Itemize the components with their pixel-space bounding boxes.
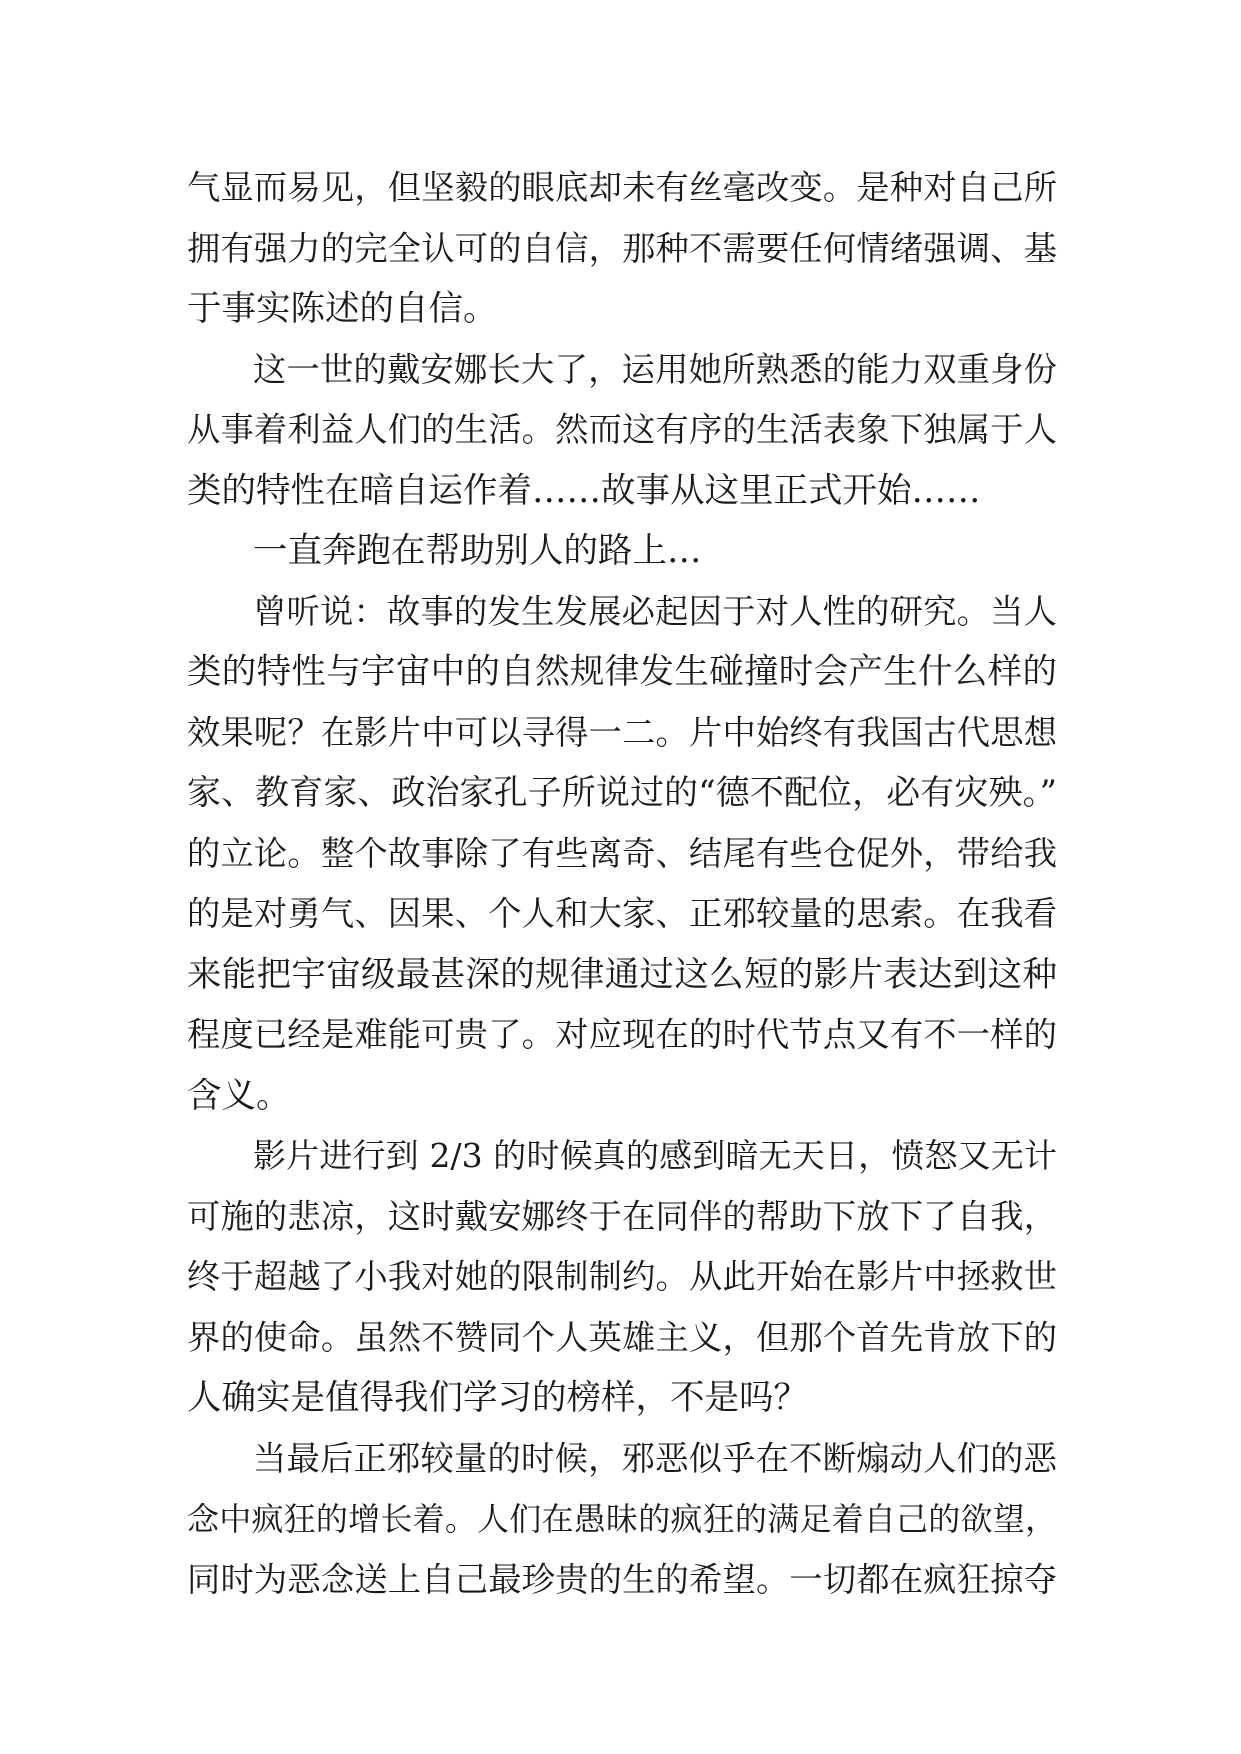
- text-line: 念中疯狂的增长着。人们在愚昧的疯狂的满足着自己的欲望，: [187, 1500, 1057, 1538]
- text-line: 同时为恶念送上自己最珍贵的生的希望。一切都在疯狂掠夺: [187, 1559, 1057, 1599]
- document-body: [187, 158, 1057, 1610]
- text-line: 这一世的戴安娜长大了，运用她所熟悉的能力双重身份: [253, 349, 1057, 389]
- text-line: 家、教育家、政治家孔子所说过的“德不配位，必有灾殃。”: [187, 773, 1057, 812]
- text-line: 含义。: [187, 1075, 291, 1116]
- text-line: 从事着利益人们的生活。然而这有序的生活表象下独属于人: [187, 410, 1057, 449]
- text-line: 界的使命。虽然不赞同个人英雄主义，但那个首先肯放下的: [187, 1317, 1057, 1357]
- text-line: 终于超越了小我对她的限制制约。从此开始在影片中拯救世: [187, 1257, 1057, 1296]
- text-line: 的是对勇气、因果、个人和大家、正邪较量的思索。在我看: [187, 894, 1057, 933]
- text-line: 的立论。整个故事除了有些离奇、结尾有些仓促外，带给我: [187, 833, 1057, 873]
- text-line: 气显而易见，但坚毅的眼底却未有丝毫改变。是种对自己所: [187, 168, 1057, 207]
- text-line: 拥有强力的完全认可的自信，那种不需要任何情绪强调、基: [187, 228, 1057, 268]
- text-line: 可施的悲凉，这时戴安娜终于在同伴的帮助下放下了自我，: [187, 1196, 1057, 1236]
- text-line: 于事实陈述的自信。: [187, 289, 498, 329]
- text-line: 类的特性与宇宙中的自然规律发生碰撞时会产生什么样的: [187, 652, 1057, 692]
- text-line: 一直奔跑在帮助别人的路上…: [253, 531, 702, 571]
- text-line: 类的特性在暗自运作着……故事从这里正式开始……: [187, 470, 981, 511]
- text-line: 曾听说：故事的发生发展必起因于对人性的研究。当人: [253, 591, 1057, 631]
- text-line: 来能把宇宙级最甚深的规律通过这么短的影片表达到这种: [187, 954, 1057, 995]
- text-line: 人确实是值得我们学习的榜样，不是吗？: [187, 1378, 808, 1418]
- text-line: 程度已经是难能可贵了。对应现在的时代节点又有不一样的: [187, 1015, 1057, 1054]
- text-line: 影片进行到 2/3 的时候真的感到暗无天日，愤怒又无计: [253, 1136, 1057, 1175]
- text-line: 效果呢？在影片中可以寻得一二。片中始终有我国古代思想: [187, 712, 1057, 752]
- text-line: 当最后正邪较量的时候，邪恶似乎在不断煽动人们的恶: [253, 1438, 1057, 1478]
